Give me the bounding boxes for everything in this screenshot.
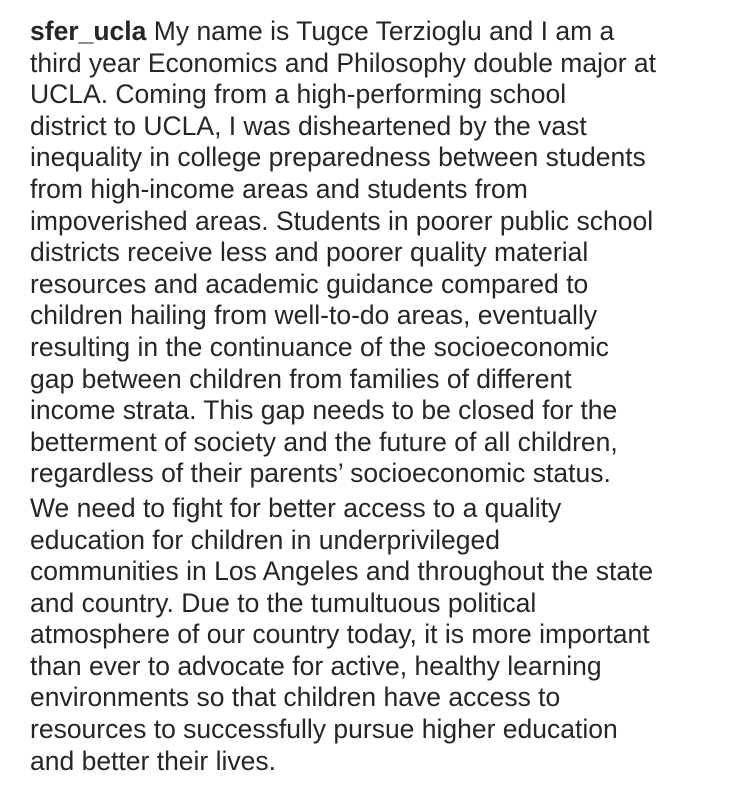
caption-line: than ever to advocate for active, healthy learning: [30, 650, 602, 681]
caption-line: regardless of their parents’ socioeconomic status.: [30, 458, 611, 489]
caption-line: [30, 16, 730, 48]
caption-line: districts receive less and poorer quality material: [30, 237, 589, 268]
caption-line: third year Economics and Philosophy double major at: [30, 47, 657, 78]
post-caption: [30, 0, 730, 777]
caption-line: children hailing from well-to-do areas, eventually: [30, 300, 598, 331]
caption-paragraph-1: [30, 16, 730, 490]
caption-line: gap between children from families of different: [30, 363, 572, 394]
caption-line: from high-income areas and students from: [30, 173, 528, 204]
caption-line: UCLA. Coming from a high-performing school: [30, 79, 567, 110]
caption-text: My name is Tugce Terzioglu and I am a: [146, 16, 615, 46]
caption-line: betterment of society and the future of all children,: [30, 426, 618, 457]
caption-line: resources to successfully pursue higher education: [30, 714, 618, 745]
caption-line: resulting in the continuance of the socioeconomic: [30, 331, 609, 362]
caption-line: education for children in underprivileged: [30, 524, 500, 555]
username-link[interactable]: sfer_ucla: [30, 16, 147, 46]
caption-line: We need to fight for better access to a quality: [30, 492, 562, 523]
caption-line: district to UCLA, I was disheartened by the vast: [30, 110, 587, 141]
caption-line: impoverished areas. Students in poorer public school: [30, 205, 654, 236]
caption-line: communities in Los Angeles and throughout the state: [30, 556, 654, 587]
caption-line: income strata. This gap needs to be closed for the: [30, 395, 618, 426]
caption-line: resources and academic guidance compared to: [30, 268, 589, 299]
caption-line: inequality in college preparedness between students: [30, 142, 646, 173]
caption-line: and country. Due to the tumultuous political: [30, 587, 537, 618]
caption-line: environments so that children have access to: [30, 682, 561, 713]
caption-paragraph-2: [30, 493, 730, 777]
caption-line: atmosphere of our country today, it is more important: [30, 619, 650, 650]
caption-line: and better their lives.: [30, 745, 276, 776]
